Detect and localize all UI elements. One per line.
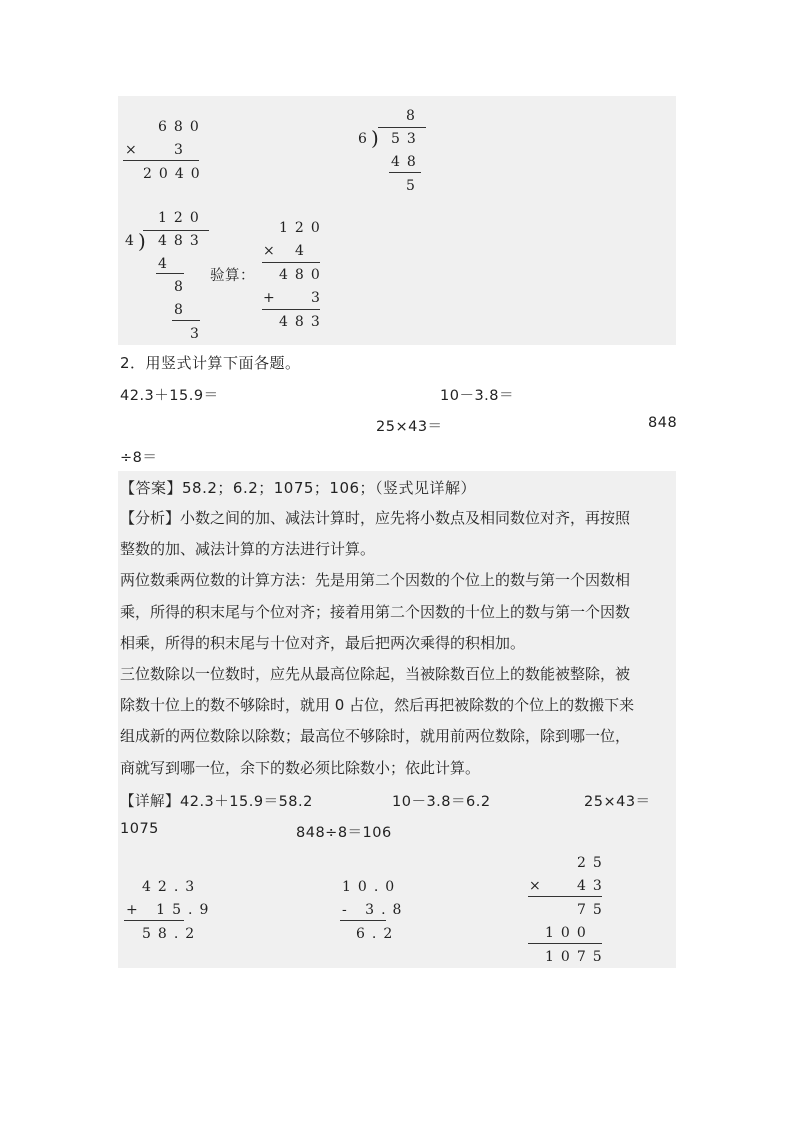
check-plus: + [263, 290, 275, 306]
div1-rule [389, 172, 421, 173]
analysis-line: 【分析】小数之间的加、减法计算时，应先将小数点及相同数位对齐，再按照 [120, 509, 631, 527]
analysis-line: 除数十位上的数不够除时，就用 0 占位，然后再把被除数的个位上的数搬下来 [120, 696, 635, 715]
mult1-result: 2040 [143, 166, 207, 182]
check-rule2 [262, 309, 320, 310]
analysis-line: 相乘，所得的积末尾与十位对齐，最后把两次乘得的积相加。 [120, 633, 526, 652]
check-result: 483 [279, 314, 327, 330]
sub-result: 6.2 [356, 926, 400, 942]
question-2: 10－3.8＝ [440, 388, 515, 404]
mult1-rule [123, 160, 199, 161]
div2-bar [143, 230, 209, 231]
analysis-line: 商就写到哪一位，余下的数必须比除数小；依此计算。 [120, 758, 481, 777]
analysis-line: 整数的加、减法计算的方法进行计算。 [120, 540, 376, 559]
mult-p2: 100 [545, 925, 593, 941]
question-4-start: 848 [648, 415, 678, 431]
div1-quotient: 8 [406, 108, 422, 124]
div2-sub2: 8 [174, 302, 190, 318]
sub-rule [340, 920, 386, 921]
question-4-end: ÷8＝ [120, 450, 158, 466]
check-op: × [263, 243, 275, 259]
detail-c: 25×43＝ [584, 794, 651, 810]
detail-d: 1075 [120, 821, 159, 837]
mult1-op: × [125, 142, 137, 158]
check-mid: 480 [279, 267, 327, 283]
question-1: 42.3＋15.9＝ [120, 388, 219, 404]
add-top: 42.3 [142, 879, 202, 895]
analysis-line: 两位数乘两位数的计算方法：先是用第二个因数的个位上的数与第一个因数相 [120, 571, 631, 590]
check-top: 120 [279, 220, 327, 236]
div1-bracket: ) [371, 126, 379, 150]
analysis-paragraph [120, 503, 676, 784]
mult-result: 1075 [545, 949, 609, 965]
div2-remainder: 3 [190, 326, 206, 342]
div1-dividend: 53 [391, 131, 423, 147]
mult-rule1 [528, 896, 602, 897]
mult-op: × [529, 878, 541, 894]
div2-bring: 8 [174, 279, 190, 295]
analysis-line: 乘，所得的积末尾与个位对齐；接着用第二个因数的十位上的数与第一个因数 [120, 602, 631, 621]
detail-b: 10－3.8＝6.2 [392, 794, 491, 810]
div1-bar [378, 127, 426, 128]
check-label: 验算： [210, 268, 255, 284]
add-op-line: + 15.9 [126, 902, 216, 918]
div2-quotient: 120 [158, 210, 206, 226]
question-title: 2．用竖式计算下面各题。 [120, 354, 301, 372]
mult-rule2 [528, 943, 602, 944]
mult1-op-digit: 3 [174, 142, 190, 158]
check-plus-digit: 3 [311, 290, 327, 306]
mult1-top: 680 [158, 119, 206, 135]
div1-sub: 48 [391, 154, 423, 170]
div2-divisor: 4 [125, 233, 141, 249]
div2-bracket: ) [138, 229, 146, 253]
div2-rule2 [172, 320, 200, 321]
div2-rule1 [156, 273, 184, 274]
sub-top: 10.0 [342, 879, 402, 895]
div2-sub1: 4 [158, 256, 174, 272]
mult-p1: 75 [577, 902, 609, 918]
detail-a: 【详解】42.3＋15.9＝58.2 [120, 794, 313, 810]
div1-remainder: 5 [406, 178, 422, 194]
analysis-line: 三位数除以一位数时，应先从最高位除起，当被除数百位上的数能被整除，被 [120, 665, 631, 684]
detail-e: 848÷8＝106 [296, 825, 392, 841]
check-op-digit: 4 [295, 243, 311, 259]
div2-dividend: 483 [158, 233, 206, 249]
mult-top: 25 [577, 855, 609, 871]
div1-divisor: 6 [358, 131, 374, 147]
add-rule [124, 920, 184, 921]
check-rule1 [262, 262, 320, 263]
add-result: 58.2 [142, 926, 202, 942]
answer-line: 【答案】58.2；6.2；1075；106；（竖式见详解） [120, 479, 477, 497]
sub-op-line: - 3.8 [342, 902, 409, 918]
question-3: 25×43＝ [376, 419, 443, 435]
analysis-line: 组成新的两位数除以除数；最高位不够除时，就用前两位数除，除到哪一位， [120, 727, 631, 746]
mult-op-digits: 43 [577, 878, 609, 894]
